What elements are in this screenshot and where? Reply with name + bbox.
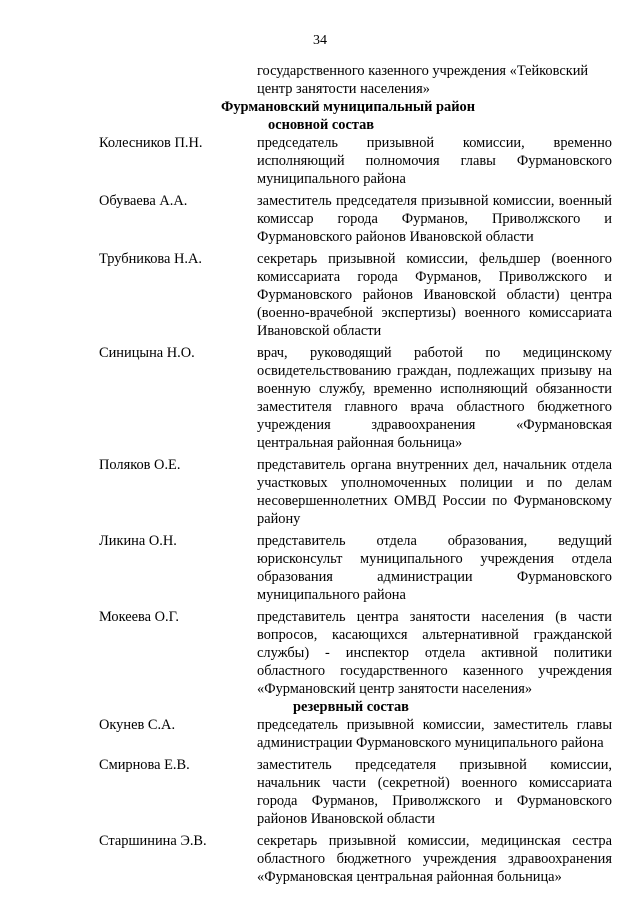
member-name: Трубникова Н.А.	[99, 251, 203, 267]
member-role: врач, руководящий работой по медицинскому освидетельствованию граждан, подлежащих призыву на военную службу, временно исполняющий обязанности заместителя главного врача областного бюджетного учреждения здравоохранения «Фурмановская центральная районная больница»	[257, 345, 612, 451]
member-role: представитель отдела образования, ведущий юрисконсульт муниципального учреждения отдела образования администрации Фурмановского муниципального района	[257, 533, 612, 603]
member-role: председатель призывной комиссии, заместитель главы администрации Фурмановского муниципального района	[257, 717, 612, 751]
member-role: представитель центра занятости населения (в части вопросов, касающихся альтернативной гражданской службы) - инспектор отдела активной политики областного государственного казенного учреждения «Фурмановский центр занятости населения»	[257, 609, 612, 697]
member-name: Обуваева А.А.	[99, 193, 188, 209]
member-row	[99, 250, 612, 340]
member-row	[99, 716, 612, 752]
member-row	[99, 756, 612, 828]
commission-list	[99, 62, 612, 886]
member-role: секретарь призывной комиссии, медицинская сестра областного бюджетного учреждения здравоохранения «Фурмановская центральная районная больница»	[257, 833, 612, 885]
member-row	[99, 192, 612, 246]
member-name: Смирнова Е.В.	[99, 757, 190, 773]
member-name: Колесников П.Н.	[99, 135, 203, 151]
member-role: представитель органа внутренних дел, начальник отдела участковых уполномоченных полиции и по делам несовершеннолетних ОМВД России по Фурмановскому району	[257, 457, 612, 527]
member-name: Поляков О.Е.	[99, 457, 181, 473]
main-composition-heading: основной состав	[268, 117, 375, 133]
member-name: Ликина О.Н.	[99, 533, 177, 549]
member-row	[99, 532, 612, 604]
member-row	[99, 134, 612, 188]
member-row	[99, 832, 612, 886]
continuation-line: центр занятости населения»	[257, 81, 430, 97]
district-heading: Фурмановский муниципальный район	[221, 99, 476, 115]
continuation-text	[257, 62, 612, 98]
member-role: председатель призывной комиссии, временно исполняющий полномочия главы Фурмановского муниципального района	[257, 135, 612, 187]
member-row	[99, 456, 612, 528]
continuation-line: государственного казенного учреждения «Тейковский	[257, 63, 589, 79]
member-name: Окунев С.А.	[99, 717, 176, 733]
member-name: Старшинина Э.В.	[99, 833, 207, 849]
member-row	[99, 344, 612, 452]
member-row	[99, 608, 612, 698]
page-number: 34	[313, 33, 327, 48]
member-role: секретарь призывной комиссии, фельдшер (военного комиссариата города Фурманов, Приволжского и Фурмановского районов Ивановской области) центра (военно-врачебной экспертизы) военного комиссариата Ивановской области	[257, 251, 612, 339]
member-name: Мокеева О.Г.	[99, 609, 179, 625]
reserve-composition-heading: резервный состав	[293, 699, 409, 715]
member-role: заместитель председателя призывной комиссии, военный комиссар города Фурманов, Приволжского и Фурмановского районов Ивановской области	[257, 193, 612, 245]
member-role: заместитель председателя призывной комиссии, начальник части (секретной) военного комиссариата города Фурманов, Приволжского и Фурмановского районов Ивановской области	[257, 757, 612, 827]
member-name: Синицына Н.О.	[99, 345, 195, 361]
